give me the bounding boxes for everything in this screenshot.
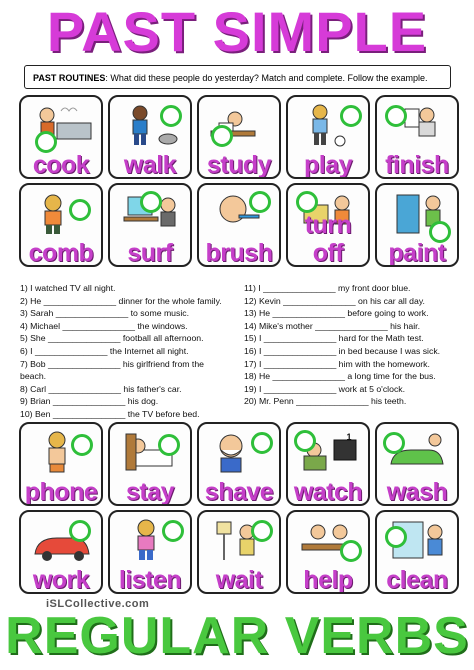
sentence: 16) I _______________ in bed because I was sick. [244, 345, 441, 356]
worksheet-title: PAST SIMPLE [46, 0, 428, 63]
picture-card-brush [197, 183, 281, 267]
answer-circle[interactable] [385, 105, 407, 127]
sentence: 15) I _______________ hard for the Math test. [244, 333, 424, 344]
sentence: 13) He _______________ before going to work. [244, 308, 429, 319]
picture-card-play [286, 95, 370, 179]
verb-label: clean [386, 566, 448, 594]
picture-card-clean [375, 510, 459, 594]
sentence: 5) She _______________ football all afternoon. [20, 333, 204, 344]
sentence: 14) Mike's mother _______________ his hair. [244, 320, 421, 331]
picture-card-watch [286, 422, 370, 506]
verb-label: turn off [304, 211, 352, 267]
number-badge: 1 [346, 432, 352, 442]
answer-circle[interactable] [158, 434, 180, 456]
answer-circle[interactable] [383, 432, 405, 454]
verb-label: stay [125, 478, 175, 506]
sentence: 10) Ben _______________ the TV before bed. [20, 408, 200, 419]
sentence: 17) I _______________ him with the homework. [244, 358, 430, 369]
picture-card-walk [108, 95, 192, 179]
verb-label: wait [215, 566, 263, 594]
answer-circle[interactable] [340, 540, 362, 562]
verb-label: paint [388, 239, 446, 267]
watermark: iSLCollective.com [46, 598, 150, 610]
answer-circle[interactable] [35, 131, 57, 153]
picture-card-study [197, 95, 281, 179]
answer-circle[interactable] [160, 105, 182, 127]
instructions-label: PAST ROUTINES [33, 73, 106, 83]
answer-circle[interactable] [249, 191, 271, 213]
instructions-box [24, 65, 451, 89]
picture-card-wait [197, 510, 281, 594]
picture-card-work [19, 510, 103, 594]
picture-card-wash [375, 422, 459, 506]
verb-label: surf [127, 239, 173, 267]
answer-circle[interactable] [294, 430, 316, 452]
picture-card-cook [19, 95, 103, 179]
answer-circle[interactable] [251, 432, 273, 454]
verb-label: walk [123, 151, 177, 179]
picture-card-help [286, 510, 370, 594]
verb-label: work [32, 566, 90, 594]
sentence: 20) Mr. Penn _______________ his teeth. [244, 396, 407, 407]
verb-label: listen [118, 566, 182, 594]
answer-circle[interactable] [251, 520, 273, 542]
sentence: 3) Sarah _______________ to some music. [20, 308, 190, 319]
picture-card-surf [108, 183, 192, 267]
verb-label: phone [24, 478, 98, 506]
verb-label: play [303, 151, 353, 179]
answer-circle[interactable] [340, 105, 362, 127]
picture-card-listen [108, 510, 192, 594]
picture-card-phone [19, 422, 103, 506]
verb-label: shave [204, 478, 274, 506]
answer-circle[interactable] [140, 191, 162, 213]
sentences-right [244, 282, 440, 408]
sentence: 11) I _______________ my front door blue. [244, 283, 411, 293]
picture-card-paint [375, 183, 459, 267]
picture-card-stay [108, 422, 192, 506]
answer-circle[interactable] [211, 125, 233, 147]
sentence: beach. [20, 371, 47, 382]
verb-label: watch [293, 478, 363, 506]
sentence: 9) Brian _______________ his dog. [20, 396, 159, 407]
picture-card-finish [375, 95, 459, 179]
verb-label: cook [32, 151, 90, 179]
verb-label: help [303, 566, 353, 594]
sentences-left [20, 282, 222, 421]
answer-circle[interactable] [69, 199, 91, 221]
verb-label: study [206, 151, 272, 179]
answer-circle[interactable] [296, 191, 318, 213]
instructions-text: : What did these people do yesterday? Match and complete. Follow the example. [105, 73, 428, 83]
picture-card-shave [197, 422, 281, 506]
sentence: 2) He _______________ dinner for the whole family. [20, 295, 222, 306]
verb-label: comb [28, 239, 94, 267]
answer-circle[interactable] [71, 434, 93, 456]
answer-circle[interactable] [162, 520, 184, 542]
picture-card-turn-off [286, 183, 370, 267]
picture-card-comb [19, 183, 103, 267]
sentence: 4) Michael _______________ the windows. [20, 320, 188, 331]
sentence: 19) I _______________ work at 5 o'clock. [244, 383, 406, 394]
sentence: 1) I watched TV all night. [20, 283, 116, 293]
sentence: 7) Bob _______________ his girlfriend from the [20, 358, 205, 369]
answer-circle[interactable] [69, 520, 91, 542]
sentence: 6) I _______________ the Internet all night. [20, 345, 189, 356]
footer-title: REGULAR VERBS [5, 607, 469, 665]
sentence: 12) Kevin _______________ on his car all day. [244, 295, 425, 306]
answer-circle[interactable] [385, 526, 407, 548]
sentence: 18) He _______________ a long time for the bus. [244, 371, 436, 382]
verb-label: wash [386, 478, 448, 506]
sentence: 8) Carl _______________ his father's car. [20, 383, 182, 394]
verb-label: finish [385, 151, 449, 179]
verb-label: brush [205, 239, 273, 267]
